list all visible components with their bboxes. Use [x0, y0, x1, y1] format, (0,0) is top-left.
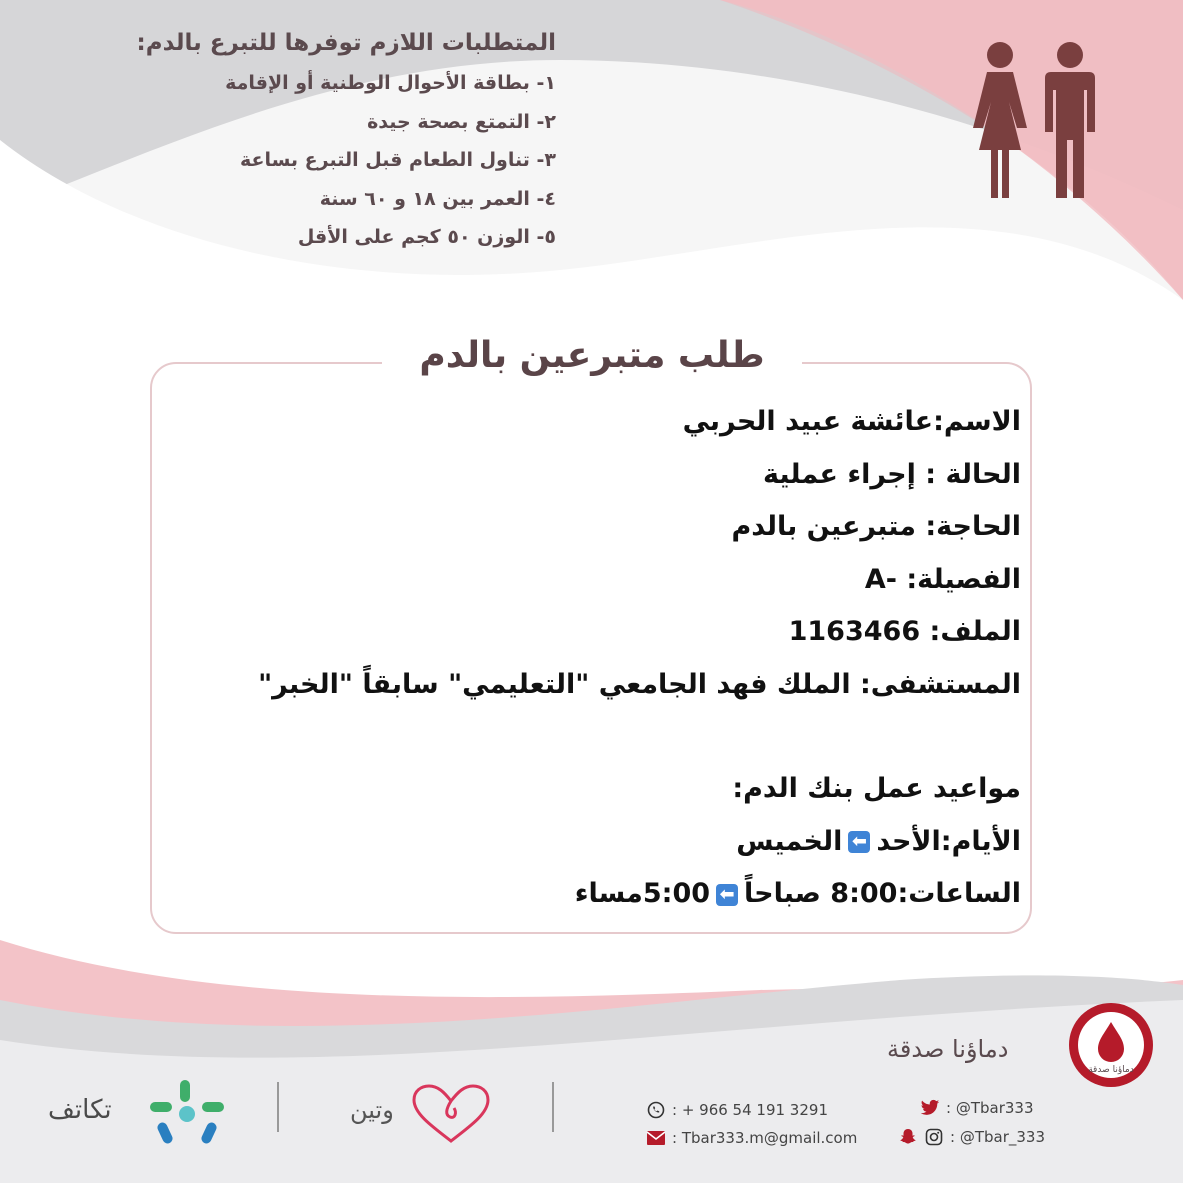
days-end: الخميس	[736, 825, 843, 857]
schedule-hours	[161, 868, 1021, 921]
hours-end: 5:00مساء	[574, 878, 711, 909]
patient-status: الحالة : إجراء عملية	[762, 458, 1021, 490]
blood-type	[161, 554, 1021, 607]
phone-contact[interactable]	[646, 1100, 828, 1120]
requirement-item: ٢- التمتع بصحة جيدة	[367, 110, 556, 133]
takatof-logo-icon	[146, 1078, 228, 1148]
brand-logo	[1066, 1000, 1156, 1090]
twitter-icon	[920, 1098, 940, 1118]
snapchat-icon	[898, 1127, 918, 1147]
card-body	[161, 396, 1021, 921]
heart-icon	[410, 1083, 492, 1145]
takatof-label: تكاتف	[48, 1095, 112, 1125]
twitter-handle: : @Tbar333	[946, 1099, 1034, 1117]
requirement-item: ٣- تناول الطعام قبل التبرع بساعة	[239, 149, 556, 171]
phone-number: : + 966 54 191 3291	[672, 1101, 828, 1119]
requirement-item: ١- بطاقة الأحوال الوطنية أو الإقامة	[225, 72, 556, 94]
brand-logo-text: دماؤنا صدقة	[1088, 1065, 1134, 1075]
twitter-contact[interactable]	[920, 1098, 1034, 1118]
woman-man-icon	[965, 40, 1105, 200]
patient-name: الاسم:عائشة عبيد الحربي	[682, 406, 1021, 437]
schedule-title: مواعيد عمل بنك الدم:	[732, 773, 1021, 804]
footer-divider	[552, 1082, 554, 1132]
email-icon	[646, 1128, 666, 1148]
days-start: الأيام:الأحد	[876, 825, 1021, 857]
snap-insta-handle: : @Tbar_333	[950, 1128, 1045, 1146]
blood-type-text: الفصيلة: -A	[864, 563, 1021, 595]
schedule-days	[161, 816, 1021, 869]
email-contact[interactable]	[646, 1128, 857, 1148]
email-address: : Tbar333.m@gmail.com	[672, 1129, 858, 1147]
requirement-item: ٥- الوزن ٥٠ كجم على الأقل	[297, 226, 556, 248]
hospital-name: المستشفى: الملك فهد الجامعي "التعليمي" سابقاً "الخبر"	[258, 668, 1021, 700]
patient-need: الحاجة: متبرعين بالدم	[731, 511, 1021, 542]
whatsapp-icon	[646, 1100, 666, 1120]
brand-name: دماؤنا صدقة	[887, 1035, 1009, 1063]
card-title: طلب متبرعين بالدم	[419, 334, 765, 376]
arrow-left-icon: ⬅	[848, 831, 870, 853]
watin-label: وتين	[350, 1096, 394, 1124]
instagram-icon	[924, 1127, 944, 1147]
arrow-left-icon: ⬅	[716, 884, 738, 906]
snap-insta-contact[interactable]	[898, 1127, 1045, 1147]
spacer	[161, 711, 1021, 763]
hours-start: الساعات:8:00 صباحاً	[744, 878, 1021, 909]
footer-divider	[277, 1082, 279, 1132]
requirements-section	[36, 30, 556, 257]
requirement-item: ٤- العمر بين ١٨ و ٦٠ سنة	[319, 187, 556, 210]
requirements-title: المتطلبات اللازم توفرها للتبرع بالدم:	[136, 30, 556, 56]
card-title-container	[382, 330, 802, 380]
file-number: الملف: 1163466	[788, 616, 1021, 647]
